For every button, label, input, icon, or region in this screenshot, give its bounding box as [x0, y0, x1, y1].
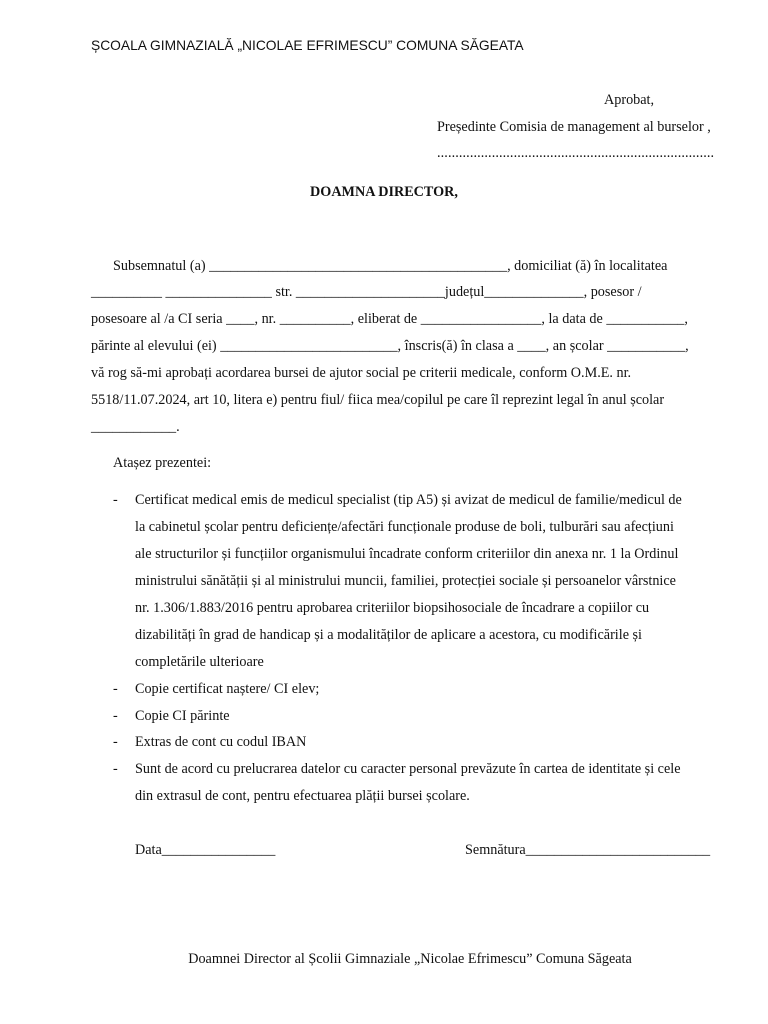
request-line: vă rog să-mi aprobați acordarea bursei de ajutor social pe criterii medicale, conform O.M.E. nr.: [91, 365, 632, 381]
attachment-item-data-consent: din extrasul de cont, pentru efectuarea plății bursei școlare.: [135, 788, 470, 804]
attachment-item-parent-id: Copie CI părinte: [135, 708, 230, 724]
attachment-item-bank-statement: Extras de cont cu codul IBAN: [135, 734, 307, 750]
request-line: Subsemnatul (a) __________________________________________, domiciliat (ă) în localitatea: [113, 258, 668, 274]
attachment-item-medical-certificate: la cabinetul școlar pentru deficiențe/afectări funcționale produse de boli, tulburări sau afecțiuni: [135, 519, 674, 535]
approval-signature-line: ............................................................................: [437, 145, 715, 161]
footer-addressee: Doamnei Director al Școlii Gimnaziale „Nicolae Efrimescu” Comuna Săgeata: [188, 951, 632, 967]
list-bullet: -: [113, 761, 118, 777]
approval-president: Președinte Comisia de management al burselor ,: [437, 119, 711, 135]
attachment-item-birth-certificate: Copie certificat naștere/ CI elev;: [135, 681, 320, 697]
request-line: __________ _______________ str. _____________________județul______________, posesor /: [91, 284, 642, 300]
attachment-item-medical-certificate: nr. 1.306/1.883/2016 pentru aprobarea criteriilor biopsihosociale de încadrare a copiilor cu: [135, 600, 650, 616]
request-line: ____________.: [91, 419, 180, 435]
approval-label: Aprobat,: [604, 92, 655, 108]
attachment-item-data-consent: Sunt de acord cu prelucrarea datelor cu caracter personal prevăzute în cartea de identitate și cele: [135, 761, 681, 777]
list-bullet: -: [113, 681, 118, 697]
school-header: ȘCOALA GIMNAZIALĂ „NICOLAE EFRIMESCU” COMUNA SĂGEATA: [91, 38, 524, 53]
attachment-item-medical-certificate: dizabilități în grad de handicap și a modalităților de aplicare a acestora, cu modificările și: [135, 627, 642, 643]
attachment-item-medical-certificate: ministrului sănătății și al ministrului muncii, familiei, protecției sociale și persoanelor vârstnice: [135, 573, 676, 589]
list-bullet: -: [113, 708, 118, 724]
request-line: posesoare al /a CI seria ____, nr. __________, eliberat de _________________, la data de ___________,: [91, 311, 688, 327]
attachments-label: Atașez prezentei:: [113, 455, 212, 471]
request-line: 5518/11.07.2024, art 10, litera e) pentru fiul/ fiica mea/copilul pe care îl reprezint legal în anul școlar: [91, 392, 665, 408]
document-title: DOAMNA DIRECTOR,: [310, 184, 458, 200]
attachment-item-medical-certificate: Certificat medical emis de medicul specialist (tip A5) și avizat de medicul de familie/medicul de: [135, 492, 682, 508]
signature-field: Semnătura__________________________: [465, 842, 711, 858]
request-line: părinte al elevului (ei) _________________________, înscris(ă) în clasa a ____, an școlar ___________,: [91, 338, 689, 354]
attachment-item-medical-certificate: ale structurilor și funcțiilor organismului încadrate conform criteriilor din anexa nr. 1 la Ordinul: [135, 546, 679, 562]
attachment-item-medical-certificate: completările ulterioare: [135, 654, 264, 670]
date-field: Data________________: [135, 842, 276, 858]
list-bullet: -: [113, 734, 118, 750]
list-bullet: -: [113, 492, 118, 508]
